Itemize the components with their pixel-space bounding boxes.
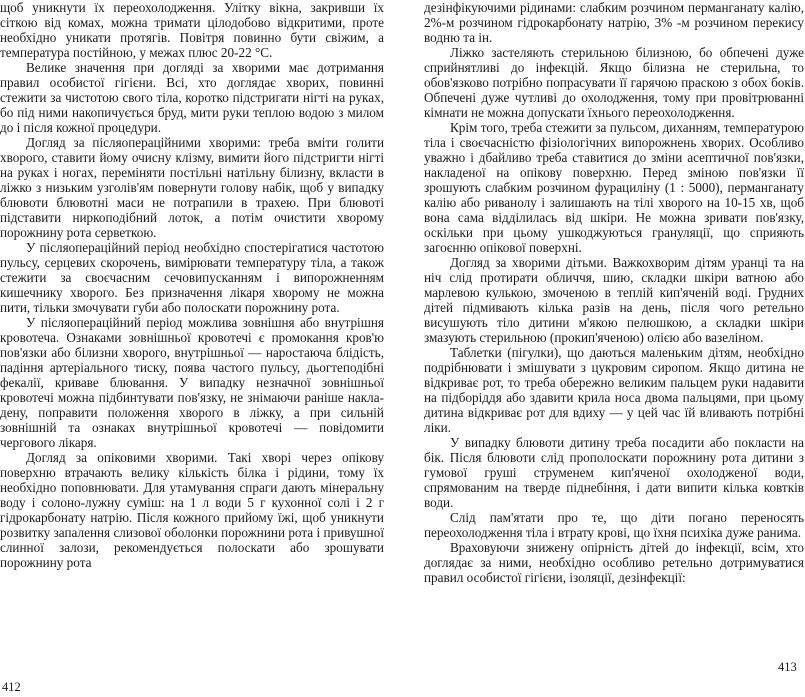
paragraph-child-care: Догляд за хворими дітьми. Важкохворим дітям уранці та на ніч слід протирати обличчя, шию, складки шкіри ватною або марлевою кулькою, змоченою в теплій кип'яченій воді. Грудних дітей підмивають кілька разів на день, після чого ретельно висушують тіло дитини м'якою пелюшкою, а складки шкіри змазують стерильною (прокип'яченою) олією або вазеліном.: [424, 255, 804, 345]
paragraph-sterile-linen: Ліжко застеляють стерильною білизною, бо обпечені дуже сприйнятливі до інфекцій. Якщо білизна не стерильна, то обов'язково потрібно попрасувати її гарячою праскою з обох боків. Обпечені дуже чутливі до охолодження, тому при провітрюванні кімнати не можна допускати їхнього переохолодження.: [424, 45, 804, 120]
right-page-text: [424, 0, 804, 678]
paragraph-personal-hygiene: Велике значення при догляді за хворими має дотримання правил особистої гігієни. Всі, хто доглядає хворих, повинні стежити за чистотою свого тіла, коротко підстригати нігті на руках, бо під ними накопичується бруд, мити руки теплою водою з милом до і після кожної процедури.: [0, 60, 384, 135]
paragraph-postoperative-bleeding: У післяопераційний період можлива зовнішня або внутрішня кровотеча. Ознаками зовнішньої кровотечі є промокання кров'ю пов'язки або білизни хворого, внутрішньої — наростаюча блідість, падіння артеріального тиску, поява частого пульсу, дьогтеподібні фекалії, криваве блювання. У випадку незначної зовнішньої кровотечі можна підбинтувати пов'язку, не знімаючи раніше накладену, поправити положення хворого в ліжку, а при сильній зовнішній та ознаках внутрішньої кровотечі — повідомити чергового лікаря.: [0, 315, 384, 450]
paragraph-continued: дезінфікуючими рідинами: слабким розчином перманганату калію, 2%-м розчином гідрокарбонату натрію, 3% -м розчином перекису водню та ін.: [424, 0, 804, 45]
paragraph-postoperative-care: Догляд за післяопераційними хворими: треба вміти голити хворого, ставити йому очисну клізму, вимити його підстригти нігті на руках і ногах, переміняти постільні натільну білизну, вкласти в ліжко з низьким узголів'ям повернути голову набік, щоб у випадку блювоти блювотні маси не потрапили в трахею. При блювоті підставити ниркоподібний лоток, а потім очистити хворому порожнину рота серветкою.: [0, 135, 384, 240]
paragraph-child-sensitivity: Слід пам'ятати про те, що діти погано переносять переохолодження тіла і втрату крові, що їхня психіка дуже ранима.: [424, 510, 804, 540]
paragraph-child-hygiene: Враховуючи знижену опірність дітей до інфекції, всім, хто доглядає за ними, необхідно особливо ретельно дотримуватися правил особистої гігієни, ізоляції, дезінфекції:: [424, 540, 804, 585]
paragraph-postoperative-monitoring: У післяопераційний період необхідно спостерігатися частотою пульсу, серцевих скорочень, вимірювати температуру тіла, а також стежити за своєчасним сечовипусканням і випорожненням кишечнику хворого. Без призначення лікаря хворому не можна пити, тільки змочувати губи або полоскати порожнину рота.: [0, 240, 384, 315]
page-number-right: 413: [778, 660, 797, 674]
page-number-left: 412: [2, 680, 21, 694]
paragraph-dressing-change: Крім того, треба стежити за пульсом, диханням, температурою тіла і своєчасністю фізіологічних випорожнень хворих. Особливо уважно і дбайливо треба ставитися до зміни асептичної пов'язки, накладеної на опікову поверхню. Перед зміною пов'язки її зрошують слабким розчином фурациліну (1 : 5000), перманганату калію або риванолу і залишають на тілі хворого на 10-15 хв, щоб вона сама відділилась від шкіри. Не можна зривати пов'язку, оскільки при цьому ушкоджуються грануляції, що сприяють загоєнню опікової поверхні.: [424, 120, 804, 255]
left-page-text: [0, 0, 384, 678]
paragraph-child-tablets: Таблетки (пігулки), що даються маленьким дітям, необхідно подрібнювати і змішувати з цукровим сиропом. Якщо дитина не відкриває рот, то треба обережно великим пальцем руки надавити на підборіддя або здавити крила носа двома пальцями, при цьому дитина відкриває рот для вдиху — у цей час їй вливають потрібні ліки.: [424, 345, 804, 435]
paragraph-continued: щоб уникнути їх переохолодження. Улітку вікна, закривши їх сіткою від комах, можна тримати цілодобово відкритими, проте необхідно уникати протягів. Повітря повинно бути свіжим, а температура постійною, у межах плюс 20-22 °С.: [0, 0, 384, 60]
paragraph-child-vomiting: У випадку блювоти дитину треба посадити або покласти на бік. Після блювоти слід прополоскати порожнину рота дитини з гумової груші струменем кип'яченої охолодженої води, спрямованим на тверде піднебіння, і дати випити кілька ковтків води.: [424, 435, 804, 510]
paragraph-burn-patient-care: Догляд за опіковими хворими. Такі хворі через опікову поверхню втрачають велику кількість білка і рідини, тому їх необхідно поповнювати. Для утамування спраги дають мінеральну воду і солоно-лужну суміш: на 1 л води 5 г кухонної солі і 2 г гідрокарбонату натрію. Після кожного прийому їжі, щоб уникнути розвитку запалення слизової оболонки порожнини рота і привушної слинної залози, рекомендується полоскати або зрошувати порожнину рота: [0, 450, 384, 570]
